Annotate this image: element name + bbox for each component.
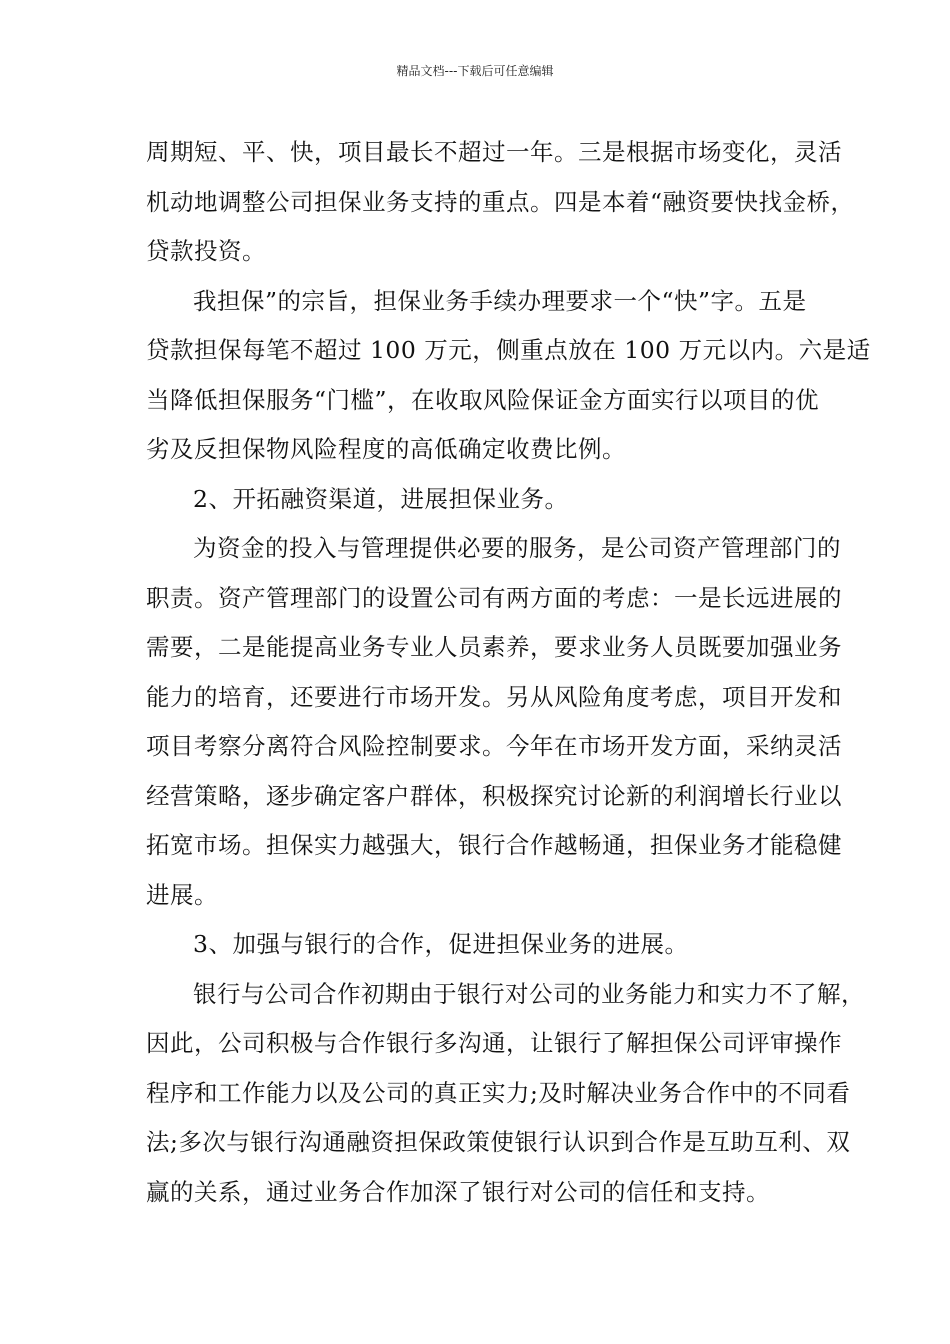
text-line: 职责。资产管理部门的设置公司有两方面的考虑：一是长远进展的 [146,583,842,612]
text-line: 劣及反担保物风险程度的高低确定收费比例。 [146,435,626,463]
text-line: 周期短、平、快，项目最长不超过一年。三是根据市场变化，灵活 [146,138,842,166]
text-line: 我担保”的宗旨，担保业务手续办理要求一个“快”字。五是 [193,286,807,315]
page-header: 精品文档---下载后可任意编辑 [396,64,554,78]
text-line: 当降低担保服务“门槛”，在收取风险保证金方面实行以项目的优 [146,385,820,414]
text-line: 程序和工作能力以及公司的真正实力;及时解决业务合作中的不同看 [146,1078,851,1107]
text-line: 需要，二是能提高业务专业人员素养，要求业务人员既要加强业务 [146,633,842,661]
text-line: 进展。 [146,880,218,909]
text-line: 能力的培育，还要进行市场开发。另从风险角度考虑，项目开发和 [146,682,842,711]
section-heading: 3、加强与银行的合作，促进担保业务的进展。 [193,930,689,958]
text-line: 拓宽市场。担保实力越强大，银行合作越畅通，担保业务才能稳健 [146,831,842,859]
text-line: 为资金的投入与管理提供必要的服务，是公司资产管理部门的 [193,534,841,562]
text-line: 银行与公司合作初期由于银行对公司的业务能力和实力不了解， [193,979,865,1008]
text-line: 贷款担保每笔不超过 100 万元，侧重点放在 100 万元以内。六是适 [146,336,871,364]
text-line: 项目考察分离符合风险控制要求。今年在市场开发方面，采纳灵活 [146,732,842,760]
text-line: 经营策略，逐步确定客户群体，积极探究讨论新的利润增长行业以 [146,781,842,810]
text-line: 贷款投资。 [146,237,266,265]
text-line: 法;多次与银行沟通融资担保政策使银行认识到合作是互助互利、双 [146,1128,851,1156]
section-heading: 2、开拓融资渠道，进展担保业务。 [193,484,569,513]
text-line: 机动地调整公司担保业务支持的重点。四是本着“融资要快找金桥， [146,187,855,216]
text-line: 因此，公司积极与合作银行多沟通，让银行了解担保公司评审操作 [146,1029,842,1057]
body-text [146,128,871,1217]
text-line: 赢的关系，通过业务合作加深了银行对公司的信任和支持。 [146,1177,770,1206]
